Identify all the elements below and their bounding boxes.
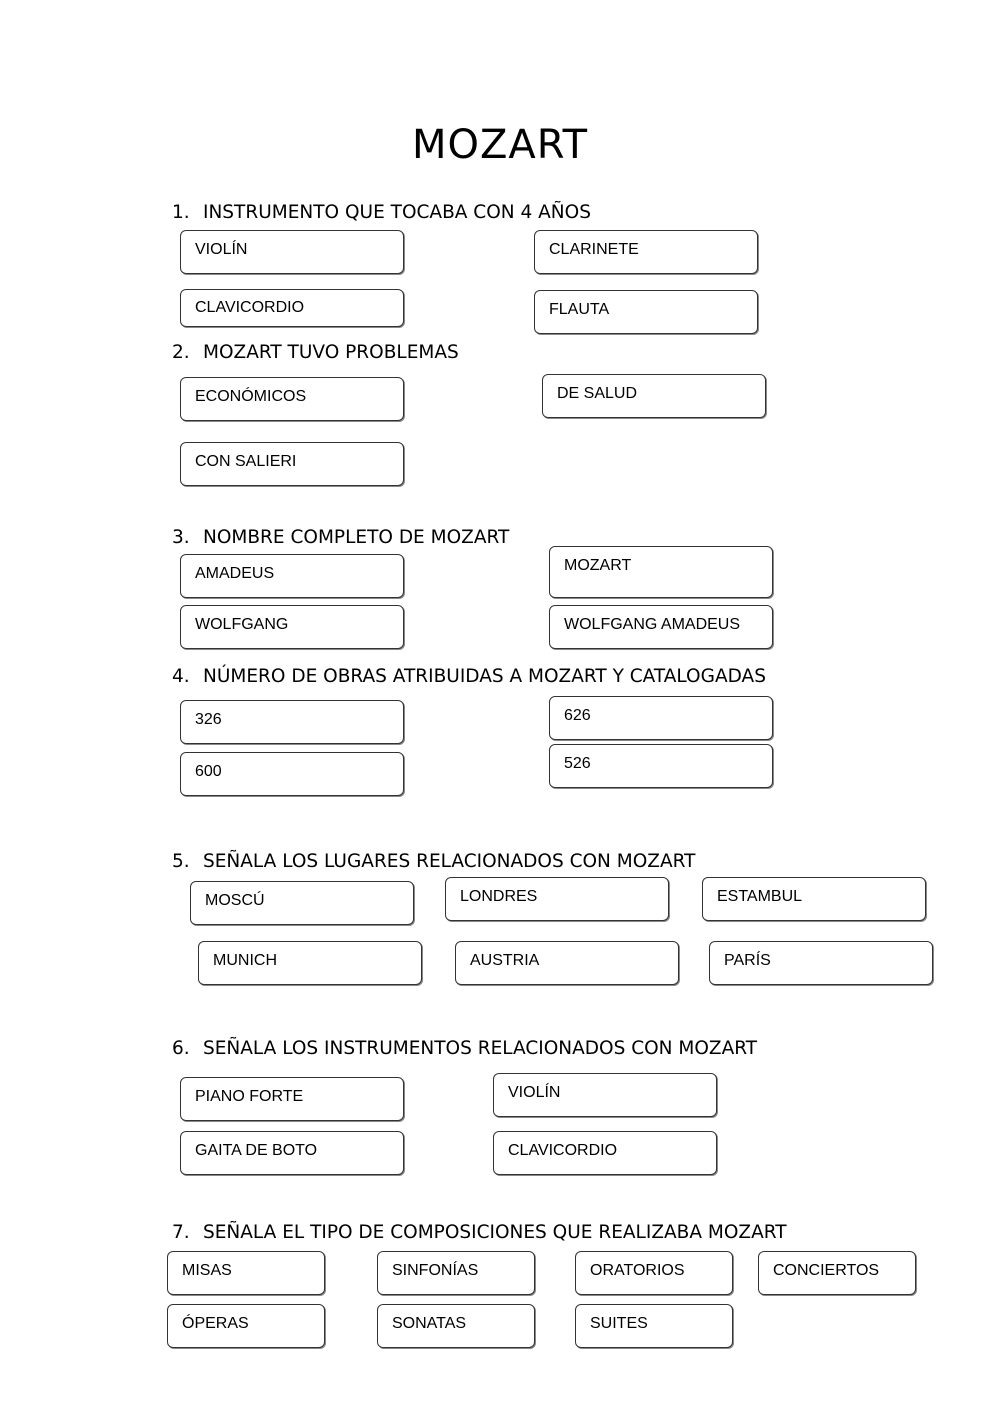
answer-option[interactable]: 626 (549, 696, 773, 740)
answer-option[interactable]: FLAUTA (534, 290, 758, 334)
question-text: NÚMERO DE OBRAS ATRIBUIDAS A MOZART Y CATALOGADAS (203, 666, 766, 687)
answer-option[interactable]: WOLFGANG (180, 605, 404, 649)
answer-option[interactable]: CLAVICORDIO (180, 289, 404, 327)
question-2-heading (172, 342, 459, 363)
answer-option[interactable]: 326 (180, 700, 404, 744)
question-number: 2. (172, 342, 190, 363)
answer-option[interactable]: ORATORIOS (575, 1251, 733, 1295)
answer-option[interactable]: MISAS (167, 1251, 325, 1295)
question-number: 6. (172, 1038, 190, 1059)
question-text: SEÑALA LOS LUGARES RELACIONADOS CON MOZART (203, 851, 696, 872)
answer-option[interactable]: ESTAMBUL (702, 877, 926, 921)
answer-option[interactable]: MOSCÚ (190, 881, 414, 925)
question-3-heading (172, 527, 509, 548)
answer-option[interactable]: SONATAS (377, 1304, 535, 1348)
answer-option[interactable]: MOZART (549, 546, 773, 598)
question-number: 3. (172, 527, 190, 548)
answer-option[interactable]: CON SALIERI (180, 442, 404, 486)
question-4-heading (172, 666, 766, 687)
answer-option[interactable]: MUNICH (198, 941, 422, 985)
answer-option[interactable]: SINFONÍAS (377, 1251, 535, 1295)
page-title: MOZART (411, 122, 589, 168)
question-text: MOZART TUVO PROBLEMAS (203, 342, 459, 363)
answer-option[interactable]: ÓPERAS (167, 1304, 325, 1348)
answer-option[interactable]: AMADEUS (180, 554, 404, 598)
question-text: SEÑALA LOS INSTRUMENTOS RELACIONADOS CON MOZART (203, 1038, 758, 1059)
answer-option[interactable]: PARÍS (709, 941, 933, 985)
answer-option[interactable]: LONDRES (445, 877, 669, 921)
question-1-heading (172, 202, 591, 223)
answer-option[interactable]: WOLFGANG AMADEUS (549, 605, 773, 649)
answer-option[interactable]: GAITA DE BOTO (180, 1131, 404, 1175)
answer-option[interactable]: DE SALUD (542, 374, 766, 418)
question-text: INSTRUMENTO QUE TOCABA CON 4 AÑOS (203, 202, 591, 223)
answer-option[interactable]: PIANO FORTE (180, 1077, 404, 1121)
answer-option[interactable]: 600 (180, 752, 404, 796)
answer-option[interactable]: CONCIERTOS (758, 1251, 916, 1295)
question-6-heading (172, 1038, 757, 1059)
question-7-heading (172, 1222, 787, 1243)
question-number: 4. (172, 666, 190, 687)
question-text: NOMBRE COMPLETO DE MOZART (203, 527, 510, 548)
answer-option[interactable]: VIOLÍN (493, 1073, 717, 1117)
answer-option[interactable]: AUSTRIA (455, 941, 679, 985)
answer-option[interactable]: CLARINETE (534, 230, 758, 274)
answer-option[interactable]: VIOLÍN (180, 230, 404, 274)
question-number: 5. (172, 851, 190, 872)
question-5-heading (172, 851, 695, 872)
answer-option[interactable]: 526 (549, 744, 773, 788)
question-number: 7. (172, 1222, 190, 1243)
answer-option[interactable]: CLAVICORDIO (493, 1131, 717, 1175)
answer-option[interactable]: ECONÓMICOS (180, 377, 404, 421)
question-number: 1. (172, 202, 190, 223)
answer-option[interactable]: SUITES (575, 1304, 733, 1348)
question-text: SEÑALA EL TIPO DE COMPOSICIONES QUE REALIZABA MOZART (203, 1222, 787, 1243)
